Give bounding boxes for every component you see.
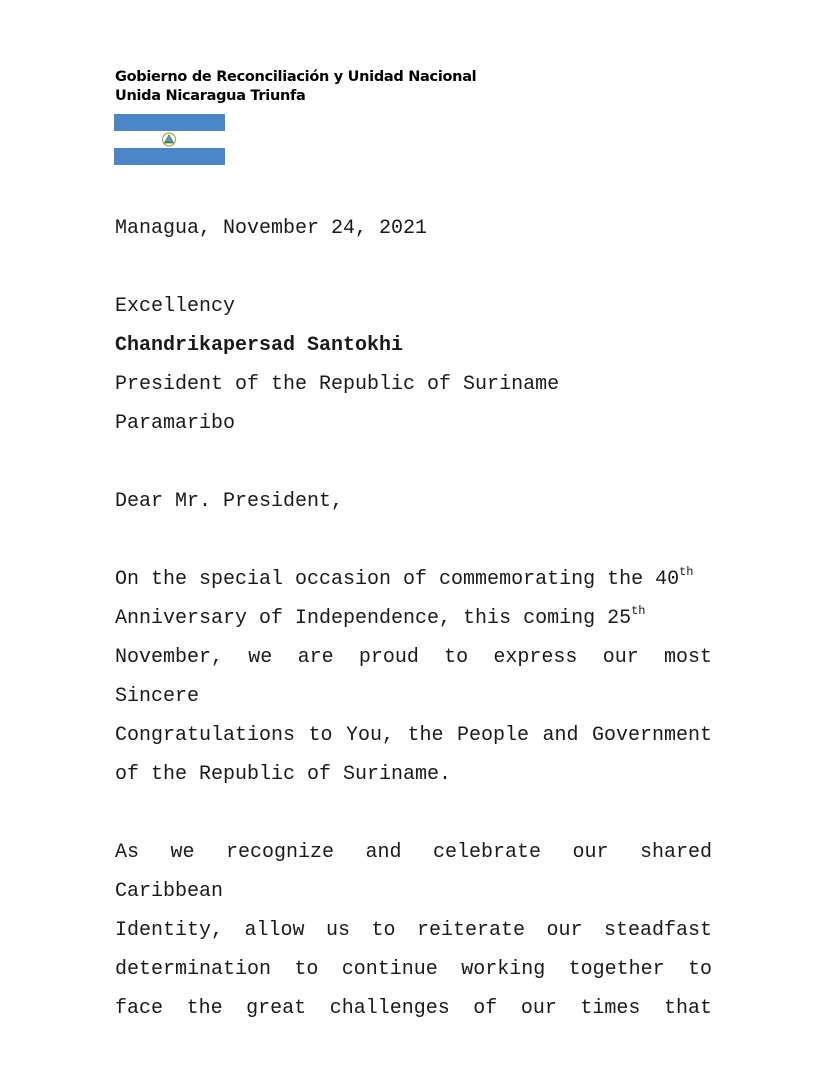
coat-of-arms-icon (161, 132, 177, 147)
paragraph-2-line-1: As we recognize and celebrate our shared Caribbean (115, 841, 712, 903)
paragraph-2-line-2: Identity, allow us to reiterate our steadfast (115, 919, 712, 942)
letter-body (115, 209, 712, 1028)
recipient-name: Chandrikapersad Santokhi (115, 334, 404, 357)
paragraph-1-line-5: of the Republic of Suriname. (115, 763, 452, 786)
letterhead-government-name: Gobierno de Reconciliación y Unidad Nacional (115, 69, 477, 85)
paragraph-2 (115, 833, 712, 1028)
ordinal-suffix: th (631, 604, 646, 618)
flag-band-top (114, 114, 225, 131)
paragraph-2-line-4: face the great challenges of our times that (115, 997, 712, 1020)
letterhead-slogan: Unida Nicaragua Triunfa (115, 88, 306, 104)
flag-band-bottom (114, 148, 225, 165)
paragraph-1-line-2 (115, 599, 712, 638)
paragraph-1-line-3: November, we are proud to express our most Sincere (115, 646, 712, 708)
paragraph-2-line-3: determination to continue working together to (115, 958, 712, 981)
paragraph-1-line-4: Congratulations to You, the People and Government (115, 724, 712, 747)
letter-date: Managua, November 24, 2021 (115, 217, 428, 240)
ordinal-suffix: th (679, 565, 694, 579)
recipient-city: Paramaribo (115, 412, 236, 435)
paragraph-1-line-1-text: On the special occasion of commemorating the 40 (115, 568, 680, 591)
paragraph-1 (115, 560, 712, 794)
salutation-title: Excellency (115, 295, 236, 318)
nicaragua-flag (114, 114, 225, 165)
recipient-title: President of the Republic of Suriname (115, 373, 560, 396)
greeting: Dear Mr. President, (115, 490, 344, 513)
letterhead (115, 68, 476, 106)
paragraph-1-line-1 (115, 560, 712, 599)
paragraph-1-line-2-text: Anniversary of Independence, this coming 25 (115, 607, 632, 630)
